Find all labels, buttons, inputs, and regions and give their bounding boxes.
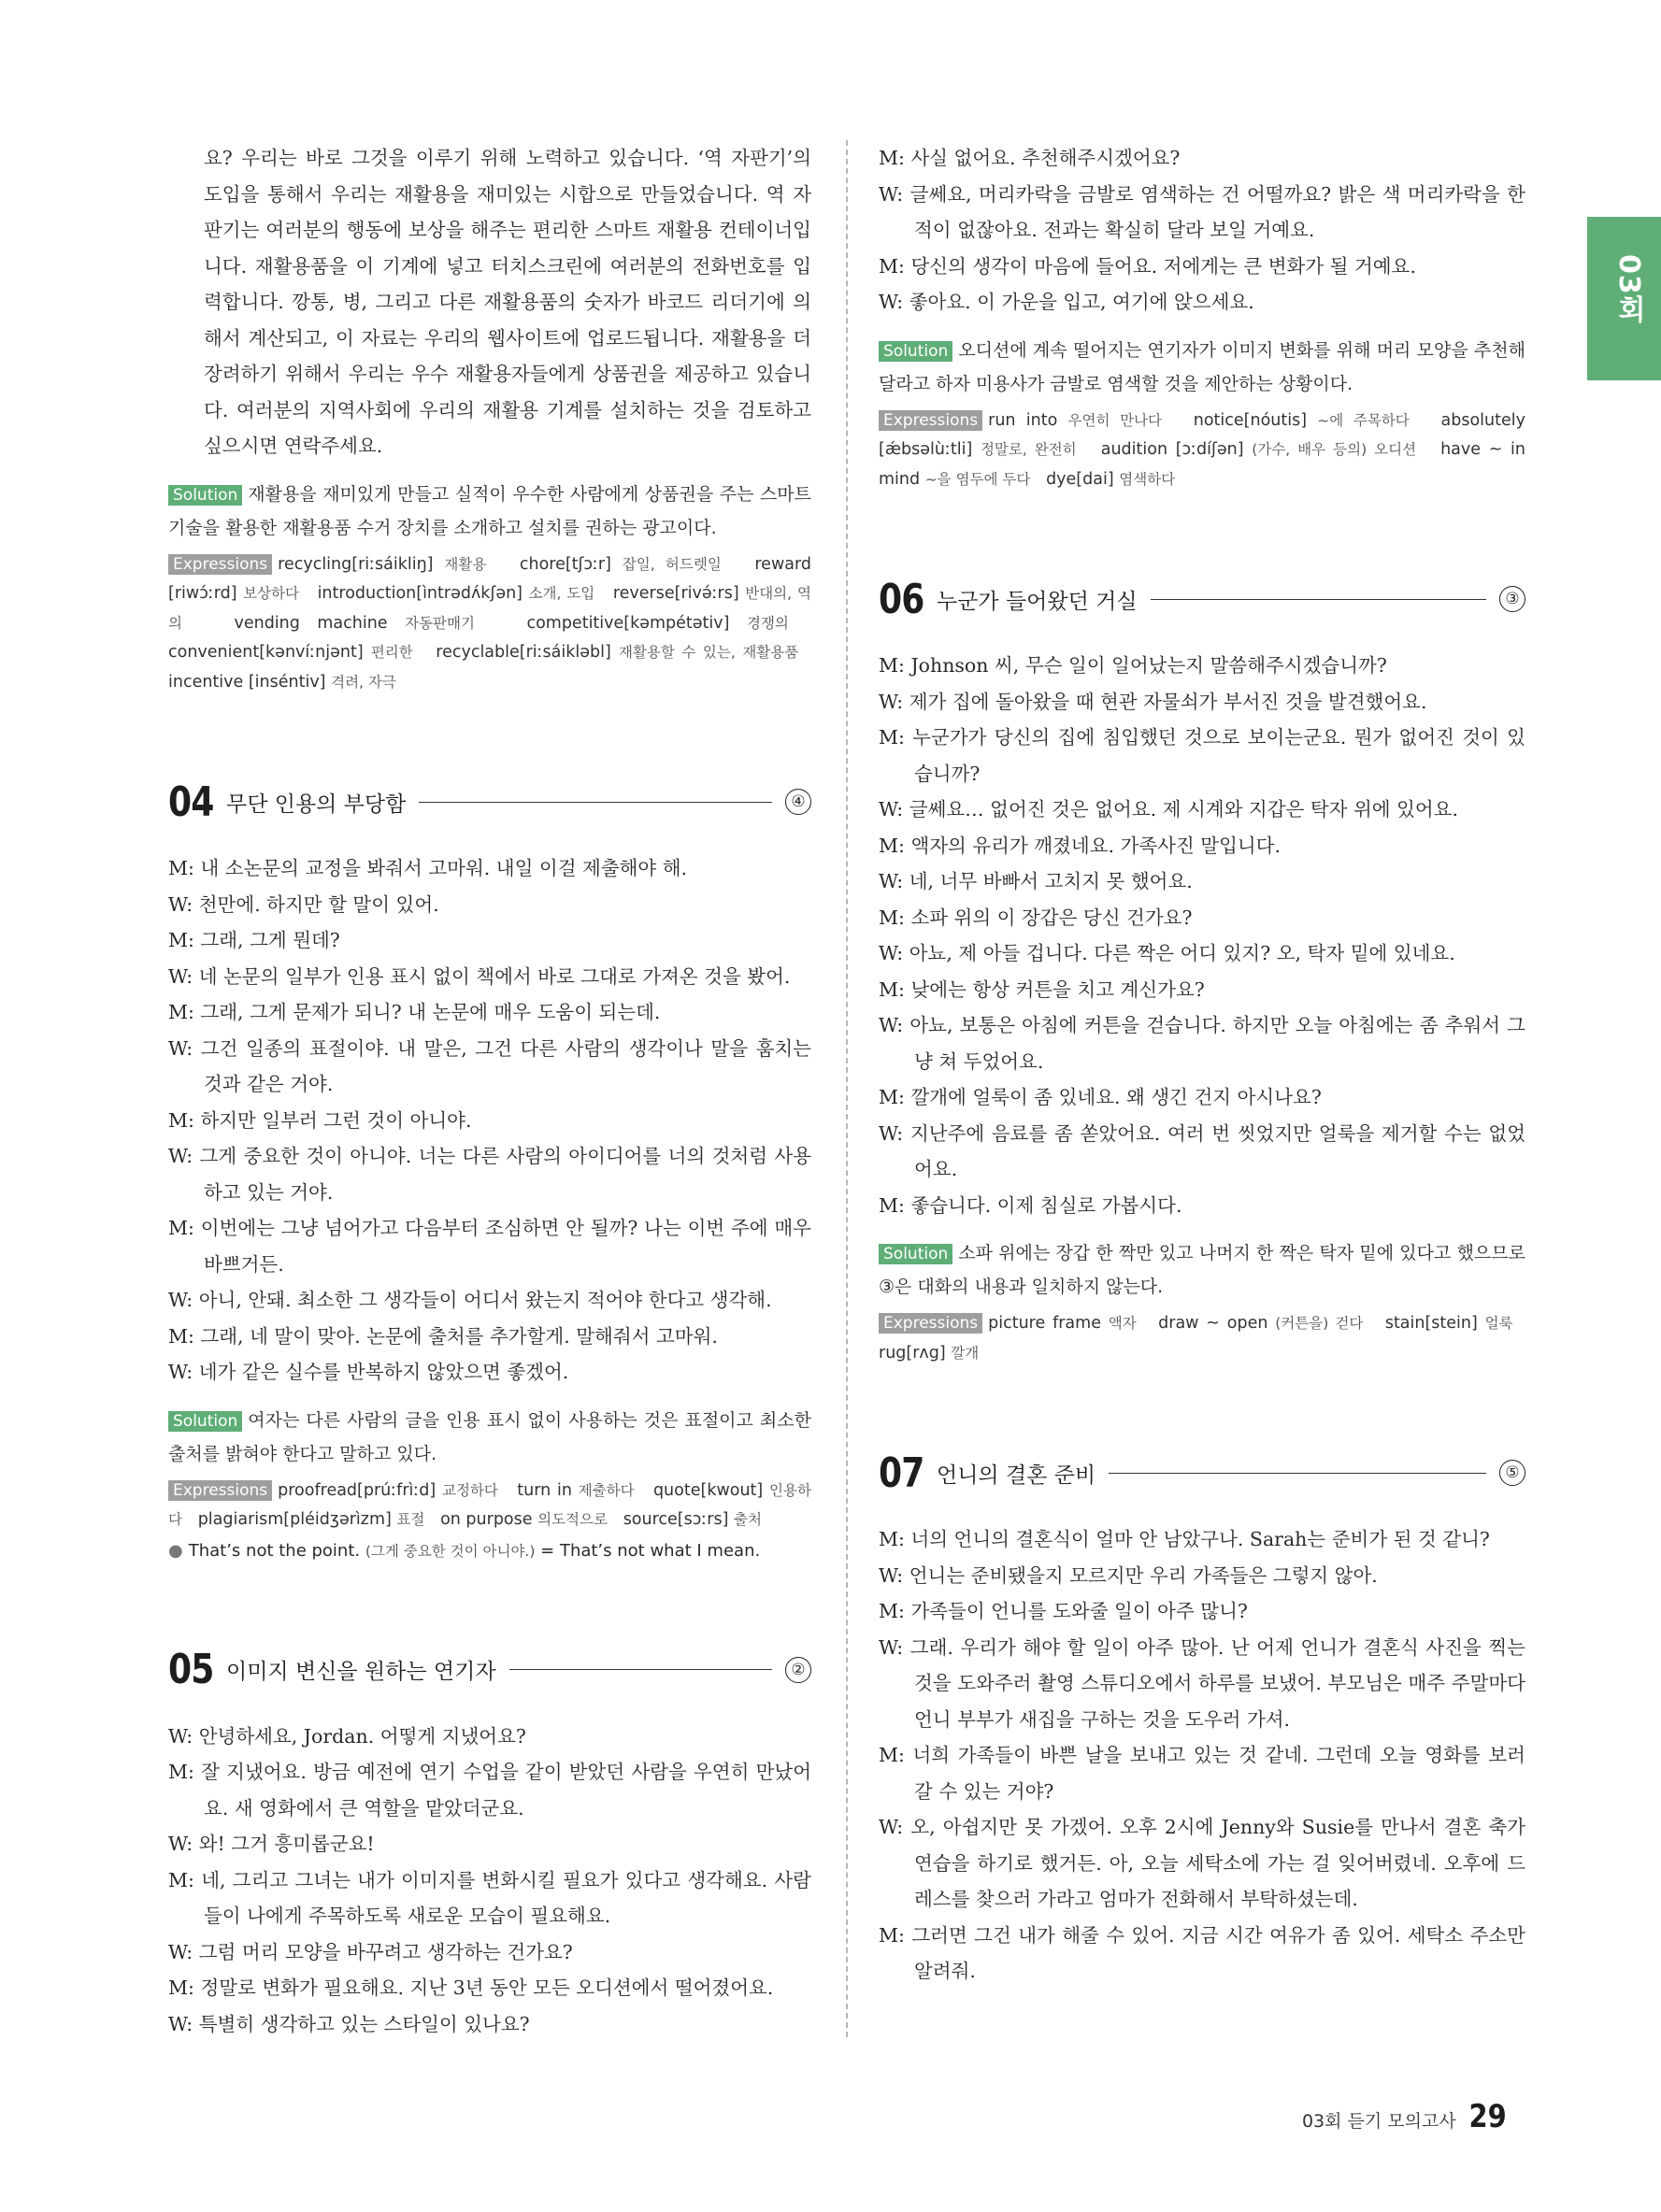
line-text: 안녕하세요, Jordan. 어떻게 지냈어요?	[198, 1724, 526, 1748]
expression-word: chore[tʃɔːr]	[519, 554, 611, 574]
dialogue-line	[168, 1210, 811, 1282]
speaker-label: M:	[879, 834, 905, 857]
expression-word: on purpose	[440, 1510, 533, 1529]
footer-label: 03회 듣기 모의고사	[1301, 2111, 1456, 2132]
line-text: 누군가가 당신의 집에 침입했던 것으로 보이는군요. 뭔가 없어진 것이 있습니까?	[912, 726, 1525, 785]
speaker-label: W:	[168, 1289, 193, 1311]
speaker-label: W:	[879, 1121, 904, 1145]
expression-gloss: 출처	[733, 1511, 762, 1528]
speaker-label: W:	[879, 1816, 904, 1838]
dialogue-line	[879, 177, 1525, 249]
dialogue-line	[879, 249, 1525, 285]
left-column	[168, 140, 811, 2042]
dialogue-line	[879, 1116, 1525, 1188]
line-text: 그러면 그건 내가 해줄 수 있어. 지금 시간 여유가 좀 있어. 세탁소 주소만 알려줘.	[911, 1923, 1525, 1982]
dialogue-line	[168, 1970, 811, 2006]
speaker-label: M:	[168, 1324, 194, 1348]
answer-mark: ④	[785, 789, 811, 815]
dialogue	[879, 648, 1525, 1223]
line-text: 그래, 네 말이 맞아. 논문에 출처를 추가할게. 말해줘서 고마워.	[200, 1324, 718, 1348]
line-text: 지난주에 음료를 좀 쏟았어요. 여러 번 씻었지만 얼룩을 제거할 수는 없었어요.	[909, 1121, 1525, 1180]
expression-gloss: 보상하다	[243, 585, 299, 602]
line-text: 네 논문의 일부가 인용 표시 없이 책에서 바로 그대로 가져온 것을 봤어.	[198, 964, 791, 988]
expressions-block	[879, 407, 1525, 495]
expressions-tag: Expressions	[168, 1480, 272, 1501]
dialogue-line	[879, 1521, 1525, 1558]
section-04-header	[168, 774, 811, 830]
line-text: 사실 없어요. 추천해주시겠어요?	[910, 147, 1181, 169]
line-text: 아뇨, 제 아들 겁니다. 다른 짝은 어디 있지? 오, 탁자 밑에 있네요.	[909, 942, 1455, 964]
note-equivalent: = That’s not what I mean.	[540, 1540, 761, 1561]
speaker-label: M:	[168, 1217, 194, 1239]
speaker-label: W:	[879, 690, 904, 713]
line-text: 낮에는 항상 커튼을 치고 계신가요?	[910, 978, 1205, 1001]
line-text: 아뇨, 보통은 아침에 커튼을 걷습니다. 하지만 오늘 아침에는 좀 추워서 그냥 쳐 두었어요.	[909, 1014, 1525, 1073]
section-07-header	[879, 1445, 1525, 1501]
expression-gloss: (가수, 배우 등의) 오디션	[1252, 441, 1417, 458]
line-text: 글쎄요, 머리카락을 금발로 염색하는 건 어떨까요? 밝은 색 머리카락을 한 적이 없잖아요. 전과는 확실히 달라 보일 거예요.	[909, 182, 1525, 241]
expression-gloss: 격려, 자극	[331, 673, 396, 691]
dialogue-line	[879, 828, 1525, 864]
solution-text: 오디션에 계속 떨어지는 연기자가 이미지 변화를 위해 머리 모양을 추천해달라고 하자 미용사가 금발로 염색할 것을 제안하는 상황이다.	[879, 339, 1525, 394]
note-gloss: (그게 중요한 것이 아니야.)	[365, 1542, 536, 1560]
speaker-label: M:	[168, 1868, 194, 1891]
page-number: 29	[1468, 2098, 1507, 2135]
dialogue-line	[879, 972, 1525, 1008]
expression-gloss: 깔개	[951, 1344, 980, 1362]
expressions-tag: Expressions	[879, 410, 982, 431]
usage-note	[168, 1537, 811, 1565]
speaker-label: W:	[879, 942, 904, 964]
line-text: 좋습니다. 이제 침실로 가봅시다.	[910, 1193, 1182, 1217]
expression-gloss: (커튼을) 걷다	[1275, 1315, 1364, 1332]
expression-word: run into	[988, 410, 1058, 430]
page-footer	[1302, 2098, 1510, 2135]
dialogue-line	[168, 1031, 811, 1103]
speaker-label: W:	[168, 1833, 193, 1855]
dialogue-line	[168, 850, 811, 887]
expression-word: recyclable[riːsáikləbl]	[436, 643, 611, 662]
dialogue-line	[879, 1079, 1525, 1116]
line-text: 제가 집에 돌아왔을 때 현관 자물쇠가 부서진 것을 발견했어요.	[909, 690, 1427, 713]
expression-gloss: 경쟁의	[746, 614, 789, 632]
section-rule	[1151, 599, 1486, 600]
line-text: 내 소논문의 교정을 봐줘서 고마워. 내일 이걸 제출해야 해.	[200, 857, 688, 879]
speaker-label: M:	[168, 1001, 194, 1023]
line-text: 잘 지냈어요. 방금 예전에 연기 수업을 같이 받았던 사람을 우연히 만났어요. 새 영화에서 큰 역할을 맡았더군요.	[201, 1761, 811, 1820]
dialogue	[879, 1521, 1525, 1990]
line-text: 언니는 준비됐을지 모르지만 우리 가족들은 그렇지 않아.	[909, 1563, 1378, 1587]
speaker-label: W:	[879, 291, 904, 313]
expression-word: draw ~ open	[1158, 1314, 1268, 1333]
expression-gloss: 정말로, 완전히	[980, 441, 1077, 458]
expression-gloss: 인용하다	[168, 1481, 811, 1528]
expression-gloss: 액자	[1108, 1315, 1137, 1332]
expressions-tag: Expressions	[168, 554, 272, 575]
solution-tag: Solution	[168, 485, 242, 506]
expressions-block	[168, 1477, 811, 1535]
line-text: 글쎄요… 없어진 것은 없어요. 제 시계와 지갑은 탁자 위에 있어요.	[909, 798, 1458, 821]
speaker-label: W:	[168, 2012, 193, 2035]
expression-word: turn in	[517, 1480, 572, 1500]
line-text: 와! 그거 흥미롭군요!	[198, 1833, 375, 1855]
dialogue-line	[879, 1558, 1525, 1594]
line-text: 그건 일종의 표절이야. 내 말은, 그건 다른 사람의 생각이나 말을 훔치는 것과 같은 거야.	[200, 1036, 811, 1095]
expression-word: plagiarism[pléidʒərìzm]	[197, 1510, 392, 1529]
speaker-label: W:	[168, 964, 193, 988]
solution-text: 소파 위에는 장갑 한 짝만 있고 나머지 한 짝은 탁자 밑에 있다고 했으므로 ③은 대화의 내용과 일치하지 않는다.	[879, 1243, 1525, 1297]
note-phrase: That’s not the point.	[188, 1540, 361, 1561]
dialogue-line	[168, 959, 811, 995]
line-text: 특별히 생각하고 있는 스타일이 있나요?	[198, 2012, 530, 2035]
speaker-label: M:	[879, 1744, 905, 1766]
solution-tag: Solution	[168, 1411, 242, 1432]
dialogue-line	[879, 1007, 1525, 1079]
speaker-label: W:	[168, 1940, 193, 1963]
dialogue-line	[168, 2006, 811, 2043]
expression-gloss: 반대의, 역의	[168, 585, 811, 632]
speaker-label: M:	[879, 1528, 905, 1550]
dialogue-line	[168, 1754, 811, 1826]
solution-text: 여자는 다른 사람의 글을 인용 표시 없이 사용하는 것은 표절이고 최소한 출처를 밝혀야 한다고 말하고 있다.	[168, 1409, 811, 1464]
dialogue-line	[879, 863, 1525, 900]
line-text: 좋아요. 이 가운을 입고, 여기에 앉으세요.	[909, 291, 1254, 313]
line-text: 당신의 생각이 마음에 들어요. 저에게는 큰 변화가 될 거예요.	[910, 254, 1416, 278]
speaker-label: M:	[879, 1923, 905, 1947]
expression-word: audition [ɔːdíʃən]	[1100, 440, 1244, 459]
speaker-label: M:	[168, 1108, 194, 1132]
dialogue-line	[879, 935, 1525, 972]
expression-word: introduction[ìntrədʌ́kʃən]	[317, 584, 523, 603]
dialogue-line	[879, 792, 1525, 828]
section-number: 05	[168, 1646, 214, 1693]
answer-mark: ③	[1499, 586, 1525, 612]
speaker-label: W:	[168, 1361, 193, 1383]
speaker-label: W:	[168, 1724, 193, 1748]
expression-word: quote[kwout]	[652, 1480, 764, 1500]
line-text: 그래. 우리가 해야 할 일이 아주 많아. 난 어제 언니가 결혼식 사진을 찍는 것을 도와주러 촬영 스튜디오에서 하루를 보냈어. 부모님은 매주 주말마다 언니 부부가 새집을 구하는 것을 도우러 가셔.	[909, 1635, 1525, 1731]
expression-gloss: ~을 염두에 두다	[924, 470, 1031, 488]
expression-word: absolutely [ǽbsəlùːtli]	[879, 410, 1525, 459]
section-number: 06	[879, 575, 924, 623]
section-title: 이미지 변신을 원하는 연기자	[226, 1660, 496, 1684]
expression-word: competitive[kəmpétətiv]	[526, 613, 730, 633]
expression-word: notice[nóutis]	[1193, 410, 1308, 430]
expression-word: incentive [inséntiv]	[168, 672, 326, 692]
speaker-label: M:	[879, 254, 905, 278]
speaker-label: M:	[879, 1193, 905, 1217]
dialogue-line	[879, 1918, 1525, 1990]
line-text: 액자의 유리가 깨졌네요. 가족사진 말입니다.	[910, 834, 1281, 857]
section-06-header	[879, 571, 1525, 627]
expression-gloss: 소개, 도입	[528, 585, 595, 602]
bullet-icon: ●	[168, 1540, 183, 1561]
column-divider	[846, 140, 848, 2037]
speaker-label: W:	[879, 182, 904, 206]
expressions-tag: Expressions	[879, 1313, 982, 1334]
expression-word: reward [riwɔ́ːrd]	[168, 554, 811, 603]
expression-gloss: 표절	[396, 1511, 425, 1528]
dialogue-line	[168, 1862, 811, 1934]
intro-paragraph: 요? 우리는 바로 그것을 이루기 위해 노력하고 있습니다. ‘역 자판기’의 도입을 통해서 우리는 재활용을 재미있는 시합으로 만들었습니다. 역 자판기는 여러분의 행동에 보상을 해주는 편리한 스마트 재활용 컨테이너입니다. 재활용품을 이 기계에 넣고 터치스크린에 여러분의 전화번호를 입력합니다. 깡통, 병, 그리고 다른 재활용품의 숫자가 바코드 리더기에 의해서 계산되고, 이 자료는 우리의 웹사이트에 업로드됩니다. 재활용을 더 장려하기 위해서 우리는 우수 재활용자들에게 상품권을 제공하고 있습니다. 여러분의 지역사회에 우리의 재활용 기계를 설치하는 것을 검토하고 싶으시면 연락주세요.	[204, 147, 811, 457]
dialogue-line	[879, 720, 1525, 792]
section-number: 04	[168, 778, 214, 826]
answer-mark: ⑤	[1499, 1460, 1525, 1486]
expression-gloss: ~에 주목하다	[1317, 411, 1410, 429]
expression-gloss: 재활용	[444, 555, 487, 573]
line-text: 소파 위의 이 장갑은 당신 건가요?	[910, 906, 1193, 929]
dialogue	[168, 1719, 811, 2043]
section-05-header	[168, 1642, 811, 1698]
dialogue-line	[879, 648, 1525, 684]
dialogue-line	[168, 887, 811, 923]
dialogue-line	[879, 1188, 1525, 1224]
solution-tag: Solution	[879, 341, 952, 362]
expression-gloss: 교정하다	[442, 1481, 498, 1499]
speaker-label: M:	[879, 726, 905, 749]
dialogue-line	[168, 1934, 811, 1971]
chapter-tab-label: 03회	[1612, 254, 1645, 324]
expression-gloss: 잡일, 허드렛일	[622, 555, 722, 573]
section-title: 언니의 결혼 준비	[937, 1463, 1096, 1488]
expression-word: reverse[rivə́ːrs]	[612, 584, 739, 603]
expression-gloss: 자동판매기	[405, 614, 475, 632]
section-title: 무단 인용의 부당함	[226, 792, 407, 817]
dialogue-line	[168, 1719, 811, 1755]
expression-word: rug[rʌg]	[879, 1343, 946, 1363]
speaker-label: W:	[879, 1635, 904, 1659]
speaker-label: W:	[168, 1036, 193, 1060]
dialogue-line	[879, 900, 1525, 936]
dialogue-line	[879, 140, 1525, 177]
chapter-tab	[1587, 217, 1661, 380]
speaker-label: W:	[879, 1563, 904, 1587]
expression-gloss: 편리한	[370, 644, 413, 661]
speaker-label: M:	[879, 1086, 905, 1108]
line-text: 네, 너무 바빠서 고치지 못 했어요.	[909, 870, 1193, 892]
dialogue-line	[168, 1103, 811, 1139]
dialogue-line	[879, 284, 1525, 321]
speaker-label: W:	[879, 798, 904, 821]
section-rule	[419, 802, 772, 803]
section-title: 누군가 들어왔던 거실	[937, 589, 1138, 614]
dialogue-line	[879, 1630, 1525, 1738]
solution-tag: Solution	[879, 1244, 952, 1264]
expressions-block	[168, 550, 811, 698]
line-text: 그래, 그게 뭔데?	[200, 929, 340, 951]
line-text: 네가 같은 실수를 반복하지 않았으면 좋겠어.	[198, 1361, 569, 1383]
dialogue-line	[879, 684, 1525, 721]
dialogue-line	[168, 1138, 811, 1210]
section-rule	[509, 1669, 772, 1670]
expression-gloss: 제출하다	[578, 1481, 635, 1499]
line-text: 그게 중요한 것이 아니야. 너는 다른 사람의 아이디어를 너의 것처럼 사용하고 있는 거야.	[199, 1145, 811, 1204]
solution-block	[168, 1404, 811, 1471]
expression-gloss: 염색하다	[1119, 470, 1176, 488]
line-text: 오, 아쉽지만 못 가겠어. 오후 2시에 Jenny와 Susie를 만나서 결혼 축가 연습을 하기로 했거든. 아, 오늘 세탁소에 가는 걸 잊어버렸네. 오후에 드레스를 찾으러 가라고 엄마가 전화해서 부탁하셨는데.	[910, 1816, 1525, 1910]
line-text: 천만에. 하지만 할 말이 있어.	[198, 892, 439, 916]
line-text: Johnson 씨, 무슨 일이 일어났는지 말씀해주시겠습니까?	[910, 654, 1387, 677]
line-text: 하지만 일부러 그런 것이 아니야.	[200, 1108, 472, 1132]
line-text: 깔개에 얼룩이 좀 있네요. 왜 생긴 건지 아시나요?	[910, 1086, 1322, 1108]
solution-text: 재활용을 재미있게 만들고 실적이 우수한 사람에게 상품권을 주는 스마트 기술을 활용한 재활용품 수거 장치를 소개하고 설치를 권하는 광고이다.	[168, 483, 811, 538]
expression-word: source[sɔːrs]	[623, 1510, 729, 1529]
dialogue-line	[168, 994, 811, 1031]
speaker-label: M:	[879, 147, 905, 169]
dialogue-line	[168, 922, 811, 959]
line-text: 그래, 그게 문제가 되니? 내 논문에 매우 도움이 되는데.	[200, 1001, 661, 1023]
section-rule	[1109, 1473, 1486, 1474]
dialogue	[879, 140, 1525, 321]
dialogue-line	[168, 1826, 811, 1862]
line-text: 정말로 변화가 필요해요. 지난 3년 동안 모든 오디션에서 떨어졌어요.	[200, 1977, 774, 1999]
speaker-label: W:	[168, 892, 193, 916]
speaker-label: M:	[879, 1600, 905, 1622]
expression-word: recycling[riːsáikliŋ]	[278, 554, 434, 574]
speaker-label: W:	[879, 1014, 904, 1036]
line-text: 가족들이 언니를 도와줄 일이 아주 많니?	[910, 1600, 1248, 1622]
dialogue-line	[168, 1319, 811, 1355]
speaker-label: M:	[168, 857, 194, 879]
expression-word: vending machine	[234, 613, 388, 633]
speaker-label: M:	[168, 929, 194, 951]
speaker-label: W:	[879, 870, 904, 892]
expression-word: have ~ in mind	[879, 440, 1525, 489]
line-text: 너희 가족들이 바쁜 날을 보내고 있는 것 같네. 그런데 오늘 영화를 보러 갈 수 있는 거야?	[912, 1744, 1525, 1803]
line-text: 네, 그리고 그녀는 내가 이미지를 변화시킬 필요가 있다고 생각해요. 사람들이 나에게 주목하도록 새로운 모습이 필요해요.	[201, 1868, 811, 1927]
dialogue-line	[168, 1354, 811, 1391]
solution-block	[168, 478, 811, 545]
expression-gloss: 얼룩	[1484, 1315, 1513, 1332]
speaker-label: M:	[879, 654, 905, 677]
speaker-label: M:	[168, 1761, 194, 1783]
expression-gloss: 재활용할 수 있는, 재활용품	[618, 644, 799, 661]
line-text: 너의 언니의 결혼식이 얼마 안 남았구나. Sarah는 준비가 된 것 같니?	[910, 1528, 1490, 1550]
solution-block	[879, 334, 1525, 401]
line-text: 이번에는 그냥 넘어가고 다음부터 조심하면 안 될까? 나는 이번 주에 매우 바쁘거든.	[200, 1217, 811, 1276]
expression-word: dye[dai]	[1046, 469, 1114, 489]
answer-mark: ②	[785, 1657, 811, 1683]
expression-word: convenient[kənvíːnjənt]	[168, 643, 364, 662]
dialogue-line	[879, 1737, 1525, 1809]
line-text: 그럼 머리 모양을 바꾸려고 생각하는 건가요?	[198, 1940, 573, 1963]
right-column	[879, 140, 1525, 1990]
expression-word: stain[stein]	[1384, 1314, 1478, 1333]
expression-word: proofread[prúːfrìːd]	[278, 1480, 437, 1500]
speaker-label: W:	[168, 1145, 193, 1167]
expression-gloss: 우연히 만나다	[1067, 411, 1162, 429]
dialogue-line	[879, 1809, 1525, 1918]
dialogue-line	[879, 1593, 1525, 1630]
expression-gloss: 의도적으로	[537, 1511, 608, 1528]
speaker-label: M:	[879, 978, 905, 1001]
section-number: 07	[879, 1449, 924, 1497]
dialogue	[168, 850, 811, 1391]
solution-block	[879, 1236, 1525, 1304]
speaker-label: M:	[168, 1977, 194, 1999]
expressions-block	[879, 1309, 1525, 1368]
line-text: 아니, 안돼. 최소한 그 생각들이 어디서 왔는지 적어야 한다고 생각해.	[198, 1289, 772, 1311]
speaker-label: M:	[879, 906, 905, 929]
dialogue-line	[168, 1282, 811, 1319]
expression-word: picture frame	[988, 1314, 1101, 1333]
